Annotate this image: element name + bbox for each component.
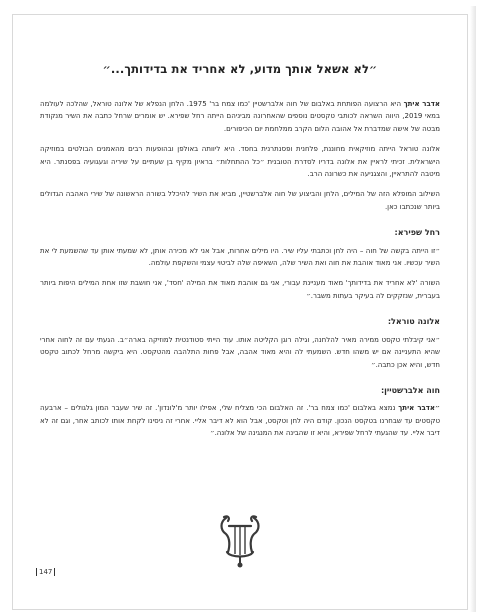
speaker-heading-alona: אלונה טוראל:	[387, 317, 440, 327]
lyre-icon	[216, 512, 264, 568]
intro-paragraph-2: אלונה טוראל הייתה מוזיקאית מחוננת, פלחנית ופסנתרנית בחסד. היא ליוותה באולפן ובהופעות רבים מהאמנים הבולטים במוזיקה הישראלית. זכיתי לראיין את אלונה בדריו לסדרת הטובנית ״כל ההתחלות״ בראיון מקיף בן שעתיים על שיריה וגעגועיה בפסנתר. היא מיטבה להתראיין, והצגניעה את כשרונה הרב.	[40, 145, 440, 179]
page-edge-shadow	[470, 6, 476, 612]
intro-text-1: היא הרצועה הפותחת באלבום של חוה אלברשטיין 'כמו צמח בר' 1975. הלחן הנפלא של אלונה טוראל, שהלכה לעולמה במאי 2019, היווה השראה לכותבי טקסטים נוספים שהאחרונה מביניהם הייתה רחל שפירא. יש אומרים שרחל כתבה את השיר מנקודת מבטה של אישה שמדברת אל אהובה הלום הקרב ממלחמת יום הכיפורים.	[40, 100, 440, 133]
page-title: ״לא אשאל אותך מדוע, לא אחריד את בדידותך...״	[102, 62, 378, 76]
page-number-value: 147	[39, 568, 53, 576]
chava-lead: ״אדבר איתך	[398, 404, 440, 413]
speaker-heading-rachel: רחל שפירא:	[394, 228, 440, 238]
intro-paragraph-3: השילוב המופלא הזה של המילים, הלחן והביצוע של חוה אלברשטיין, מביא את השיר להיכלל בשורה הראשונה של שירי האהבה הגדולים ביותר שנכתבו כאן.	[40, 190, 440, 211]
quote-paragraph-rachel-1: ״זו הייתה בקשה של חוה – היה לחן וכתבתי עליו שיר. היו מילים אחרות, אבל אני לא מכירה אותן, לא שמעתי אותן עד שהשמעת לי את השיר עכשיו. אני מאוד אוהבת את חוה ואת השיר שלה, השאיפה שלה לביטוי עצמי והשקפת עולמה.	[40, 246, 440, 268]
chava-text-1: נמצא באלבום 'כמו צמח בר'. זה האלבום הכי מצליח שלי, אפילו יותר מ'לונדון'. זה שיר שעבר המון גלגולים – ארבעה טקסטים עד שבחרנו בטקסט הנכון. קודם היה לחן וטקסט, אבל הוא לא דיבר אליי. אחרי זה ניסינו לקחת אותו לכותב אחר, וגם זה לא דיבר אליי. עד שהגעתי לרחל שפירא, והיא זו שהבינה את המנגינה של אלונה.״	[40, 404, 440, 438]
intro-paragraph-1	[40, 98, 440, 135]
quote-paragraph-chava-1	[40, 402, 440, 439]
page-number-bar-left	[36, 568, 37, 576]
quote-paragraph-alona-1: ״אני קיבלתי טקסט ממירה מאיר להלחנה, וגילה רוגן הקליטה אותו. עוד הייתי סטודנטית למוזיקה בארה״ב. הגעתי עם זה לחוה אחרי שהיא התעניינה אם יש משהו חדש. השמעתי לה והיא מאוד אהבה, אבל פחות התלהבה מהטקסט. היא ביקשה מרחל לכתוב טקסט חדש, והיא אכן כתבה.״	[40, 335, 440, 369]
article-body	[40, 98, 440, 448]
intro-lead: אדבר איתך	[403, 100, 440, 108]
page-number	[34, 568, 57, 576]
speaker-heading-chava: חוה אלברשטיין:	[380, 385, 440, 395]
quote-paragraph-rachel-2: השורה 'לא אחריד את בדידותך' מאוד מעניינת עבורי, אני גם אוהבת מאוד את המילה 'חסד', אני חושבת שזו אחת המילים היפות ביותר בעברית, שנזקקים לה בעיקר בעתות משבר.״	[40, 279, 440, 300]
page-number-bar-right	[54, 568, 55, 576]
